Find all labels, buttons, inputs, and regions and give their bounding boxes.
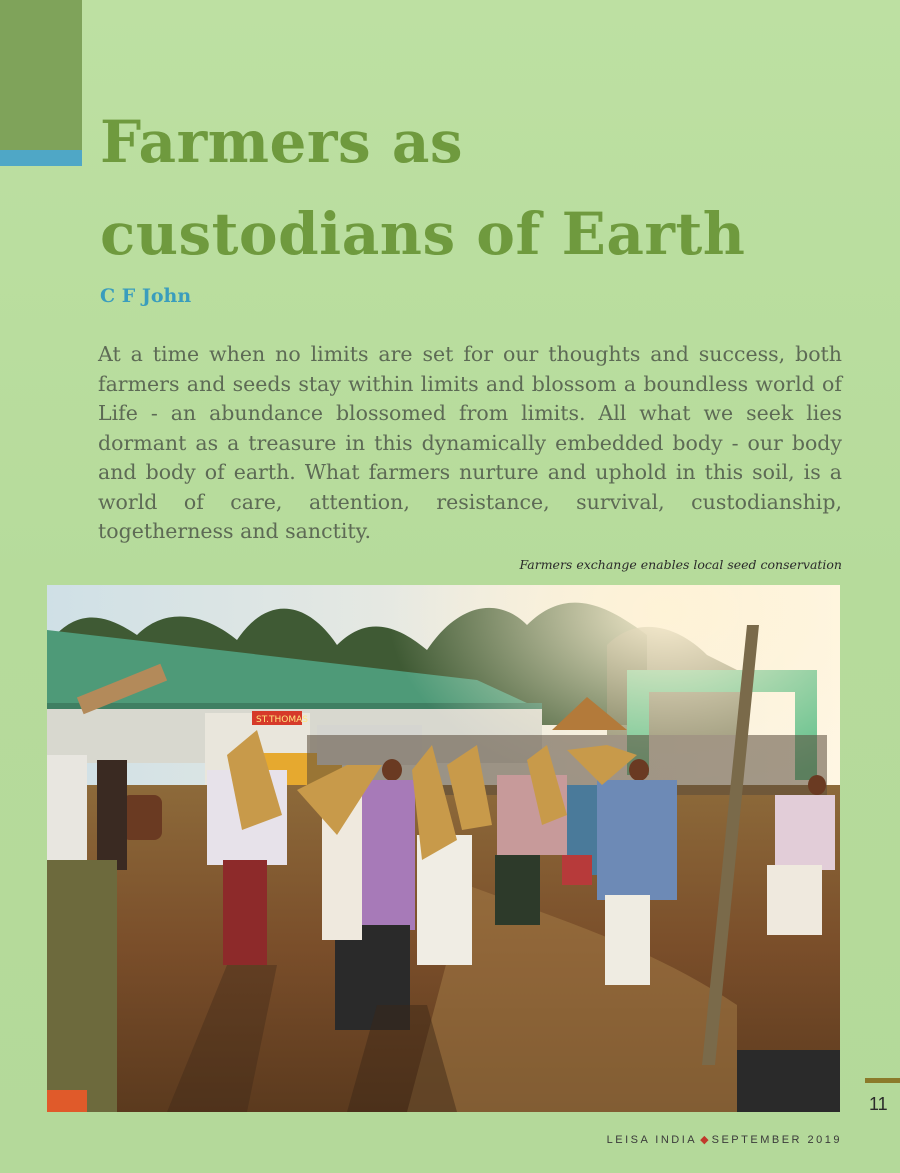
page-number-tab [865, 1078, 900, 1083]
corner-color-block [0, 0, 82, 150]
intro-paragraph: At a time when no limits are set for our thoughts and success, both farmers and seeds stay within limits and blossom a boundless world of Life - an abundance blossomed from limits. All what we seek lies dormant as a treasure in this dynamically embedded body - our body and body of earth. What farmers nurture and uphold in this soil, is a world of care, attention, resistance, survival, custodianship, togetherness and sanctity. [98, 342, 842, 543]
publication-name: LEISA INDIA [606, 1134, 698, 1146]
vehicle-sign-text: ST.THOMAS [256, 715, 308, 725]
issue-date: SEPTEMBER 2019 [711, 1134, 842, 1146]
article-title [100, 96, 860, 280]
title-line-1: Farmers as [100, 108, 464, 176]
article-photo [47, 585, 840, 1112]
photo-caption: Farmers exchange enables local seed conservation [519, 557, 842, 572]
corner-blue-stripe [0, 150, 82, 166]
footer-diamond: ◆ [700, 1134, 709, 1146]
title-line-2: custodians of Earth [100, 200, 746, 268]
footer-publication-line [607, 1133, 842, 1146]
page-number: 11 [869, 1094, 888, 1114]
author-byline: C F John [100, 285, 192, 307]
